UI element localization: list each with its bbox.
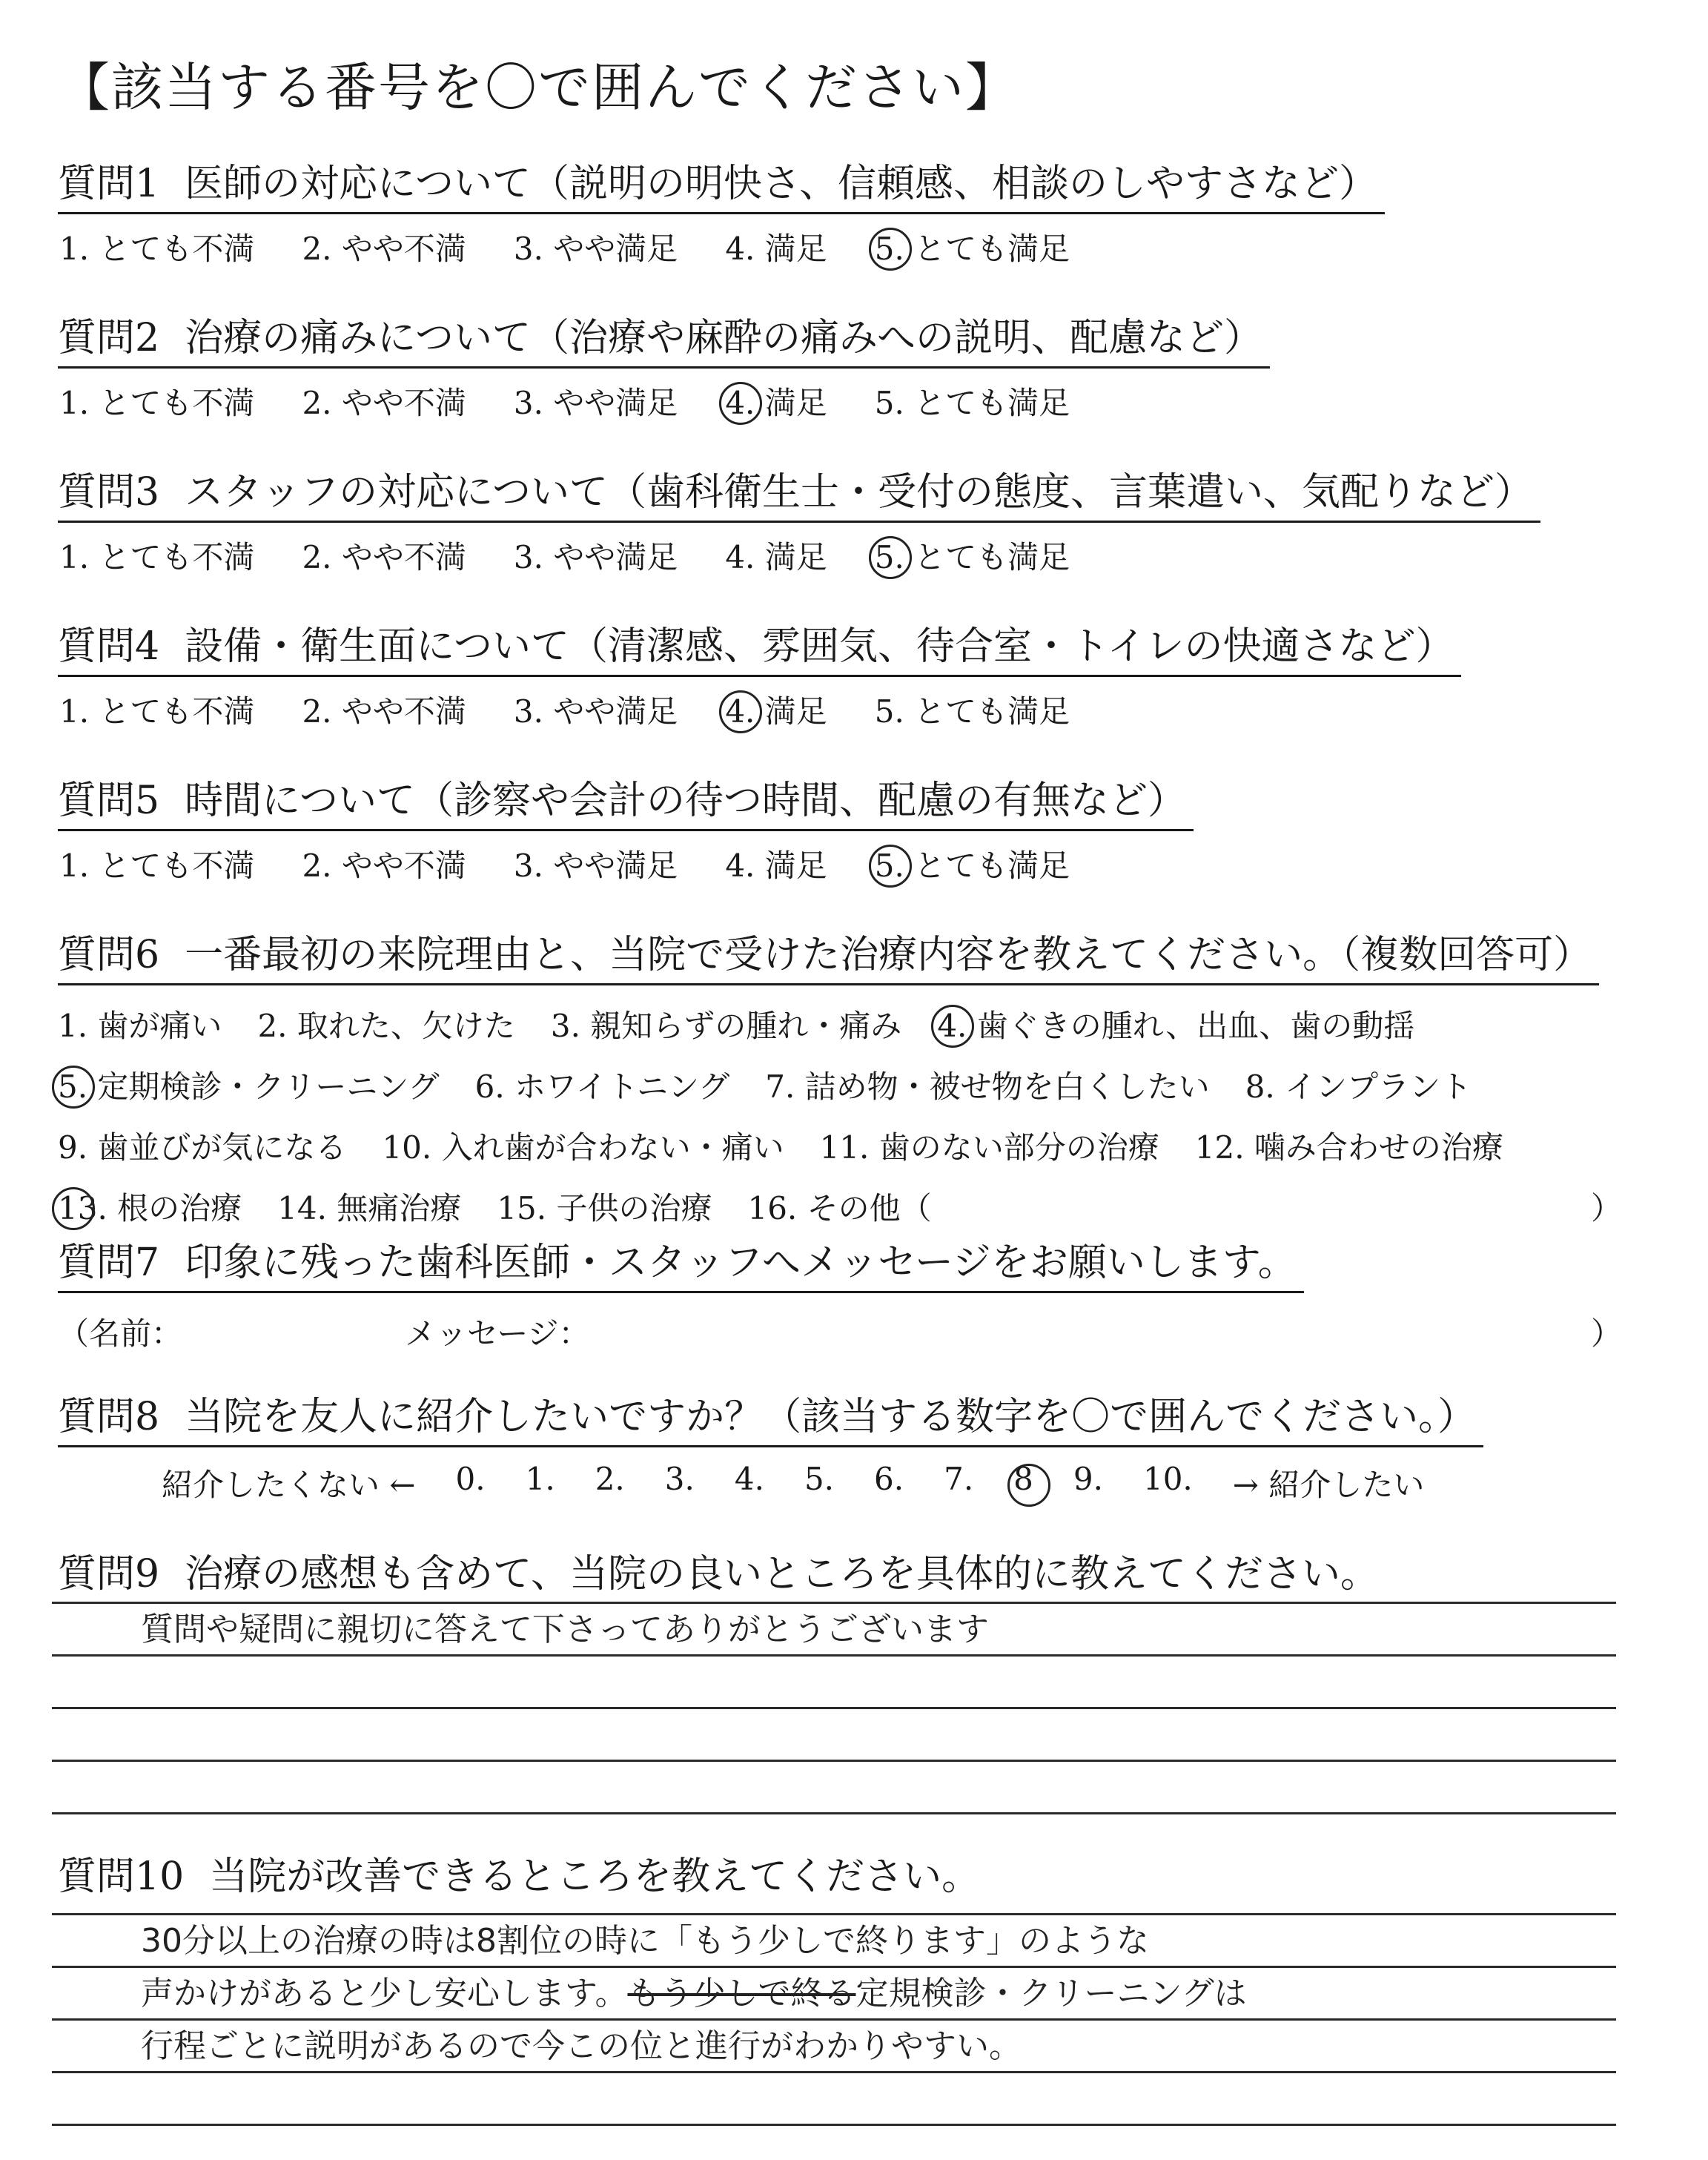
option-5[interactable]: 5. とても満足 xyxy=(874,693,1070,730)
option-2[interactable]: 2. やや不満 xyxy=(302,385,466,421)
option-1[interactable]: 1. とても不満 xyxy=(59,385,255,421)
option-5[interactable]: 5. とても満足 xyxy=(874,385,1070,421)
scale-7[interactable]: 7. xyxy=(944,1461,974,1497)
option-3[interactable]: 3. やや満足 xyxy=(513,231,678,267)
question-text: 一番最初の来院理由と、当院で受けた治療内容を教えてください。（複数回答可） xyxy=(185,933,1592,977)
option-2[interactable]: 2. やや不満 xyxy=(302,693,466,730)
answer-lines-q10[interactable] xyxy=(52,1863,1616,2126)
answer-lines-q9[interactable] xyxy=(52,1551,1616,1814)
question-text: 治療の痛みについて（治療や麻酔の痛みへの説明、配慮など） xyxy=(185,316,1263,360)
option-4[interactable]: 4. 満足 xyxy=(725,539,827,575)
option-4-selected[interactable]: 4. 歯ぐきの腫れ、出血、歯の動揺 xyxy=(937,1002,1414,1046)
answer-line xyxy=(52,2073,1616,2126)
options-row-4 xyxy=(58,1184,1622,1229)
scale-5[interactable]: 5. xyxy=(804,1461,835,1497)
question-1 xyxy=(58,152,1385,269)
option-2[interactable]: 2. 取れた、欠けた xyxy=(257,1008,515,1044)
option-3[interactable]: 3. 親知らずの腫れ・痛み xyxy=(550,1008,902,1044)
struck-text: もう少しで終る xyxy=(627,1975,856,2012)
scale-1[interactable]: 1. xyxy=(525,1461,555,1497)
options xyxy=(58,533,1540,578)
option-14[interactable]: 14. 無痛治療 xyxy=(277,1190,462,1226)
option-4-selected[interactable]: 4. 満足 xyxy=(725,379,827,423)
answer-line xyxy=(52,1551,1616,1604)
answer-line xyxy=(52,1604,1616,1657)
name-label[interactable]: （名前： xyxy=(58,1315,183,1352)
option-5-selected[interactable]: 5. とても満足 xyxy=(875,225,1070,269)
option-5-selected[interactable]: 5. とても満足 xyxy=(875,842,1070,886)
scale-left-label: 紹介したくない ← xyxy=(162,1467,416,1503)
option-5-selected[interactable]: 5. 定期検診・クリーニング xyxy=(58,1063,440,1107)
question-number: 質問5 xyxy=(58,779,160,823)
answer-line xyxy=(52,1657,1616,1709)
answer-line xyxy=(52,1863,1616,1915)
answer-line xyxy=(52,2021,1616,2073)
option-3[interactable]: 3. やや満足 xyxy=(513,693,678,730)
option-1[interactable]: 1. とても不満 xyxy=(59,693,255,730)
option-15[interactable]: 15. 子供の治療 xyxy=(497,1190,712,1226)
option-6[interactable]: 6. ホワイトニング xyxy=(474,1069,730,1105)
answer-line xyxy=(52,1968,1616,2021)
option-16-other[interactable]: 16. その他（ xyxy=(747,1190,932,1226)
option-8[interactable]: 8. インプラント xyxy=(1245,1069,1472,1105)
question-text: 当院が改善できるところを教えてください。 xyxy=(209,1855,981,1899)
question-number: 質問8 xyxy=(58,1395,160,1439)
message-label[interactable]: メッセージ： xyxy=(405,1315,590,1352)
option-3[interactable]: 3. やや満足 xyxy=(513,848,678,884)
scale-6[interactable]: 6. xyxy=(874,1461,904,1497)
handwritten-answer: 行程ごとに説明があるので今この位と進行がわかりやすい。 xyxy=(141,2027,1022,2065)
options xyxy=(58,379,1270,423)
question-number: 質問6 xyxy=(58,933,160,977)
options-row-3 xyxy=(58,1123,1622,1168)
options xyxy=(58,687,1461,732)
option-4[interactable]: 4. 満足 xyxy=(725,848,827,884)
question-2 xyxy=(58,306,1270,423)
question-number: 質問2 xyxy=(58,316,160,360)
question-4 xyxy=(58,615,1461,732)
option-2[interactable]: 2. やや不満 xyxy=(302,848,466,884)
option-1[interactable]: 1. とても不満 xyxy=(59,539,255,575)
scale-9[interactable]: 9. xyxy=(1073,1461,1103,1497)
option-2[interactable]: 2. やや不満 xyxy=(302,539,466,575)
close-paren: ） xyxy=(1590,1190,1622,1226)
handwritten-answer: 声かけがあると少し安心します。もう少しで終る定規検診・クリーニングは xyxy=(141,1975,1247,2012)
option-1[interactable]: 1. とても不満 xyxy=(59,231,255,267)
question-8 xyxy=(58,1385,1483,1505)
question-number: 質問9 xyxy=(58,1552,160,1596)
option-9[interactable]: 9. 歯並びが気になる xyxy=(58,1129,347,1166)
option-2[interactable]: 2. やや不満 xyxy=(302,231,466,267)
question-text: スタッフの対応について（歯科衛生士・受付の態度、言葉遣い、気配りなど） xyxy=(185,470,1534,515)
close-paren: ） xyxy=(1590,1315,1622,1352)
options-row-1 xyxy=(58,1002,1622,1046)
question-text: 印象に残った歯科医師・スタッフへメッセージをお願いします。 xyxy=(185,1241,1297,1285)
option-4[interactable]: 4. 満足 xyxy=(725,231,827,267)
question-3 xyxy=(58,460,1540,578)
option-5-selected[interactable]: 5. とても満足 xyxy=(875,533,1070,578)
scale-right-label: → 紹介したい xyxy=(1232,1467,1425,1503)
options xyxy=(58,842,1194,886)
question-number: 質問7 xyxy=(58,1241,160,1285)
answer-line xyxy=(52,1762,1616,1814)
scale-4[interactable]: 4. xyxy=(734,1461,764,1497)
question-number: 質問3 xyxy=(58,470,160,515)
answer-line xyxy=(52,1709,1616,1762)
option-3[interactable]: 3. やや満足 xyxy=(513,539,678,575)
option-10[interactable]: 10. 入れ歯が合わない・痛い xyxy=(382,1129,784,1166)
scale-8-selected[interactable]: 8 xyxy=(1013,1461,1033,1505)
question-text: 設備・衛生面について（清潔感、雰囲気、待合室・トイレの快適さなど） xyxy=(185,624,1454,669)
question-text: 医師の対応について（説明の明快さ、信頼感、相談のしやすさなど） xyxy=(185,162,1377,206)
option-1[interactable]: 1. とても不満 xyxy=(59,848,255,884)
question-number: 質問10 xyxy=(58,1855,185,1899)
handwritten-answer: 30分以上の治療の時は8割位の時に「もう少しで終ります」のような xyxy=(141,1922,1149,1960)
option-3[interactable]: 3. やや満足 xyxy=(513,385,678,421)
option-4-selected[interactable]: 4. 満足 xyxy=(725,687,827,732)
question-text: 当院を友人に紹介したいですか？（該当する数字を〇で囲んでください。） xyxy=(185,1395,1477,1439)
question-6 xyxy=(58,923,1622,1229)
scale-2[interactable]: 2. xyxy=(595,1461,625,1497)
scale-0[interactable]: 0. xyxy=(455,1461,486,1497)
question-5 xyxy=(58,769,1194,886)
message-row xyxy=(58,1309,1622,1354)
option-13-selected[interactable]: 13. 根の治療 xyxy=(58,1184,242,1229)
answer-line xyxy=(52,1915,1616,1968)
option-11[interactable]: 11. 歯のない部分の治療 xyxy=(819,1129,1159,1166)
recommend-scale xyxy=(162,1461,1483,1505)
page-title: 【該当する番号を〇で囲んでください】 xyxy=(58,57,1019,118)
handwritten-answer: 質問や疑問に親切に答えて下さってありがとうございます xyxy=(141,1611,989,1648)
option-12[interactable]: 12. 噛み合わせの治療 xyxy=(1194,1129,1503,1166)
option-7[interactable]: 7. 詰め物・被せ物を白くしたい xyxy=(765,1069,1210,1105)
option-1[interactable]: 1. 歯が痛い xyxy=(58,1008,222,1044)
question-7 xyxy=(58,1231,1622,1354)
question-text: 時間について（診察や会計の待つ時間、配慮の有無など） xyxy=(185,779,1187,823)
question-text: 治療の感想も含めて、当院の良いところを具体的に教えてください。 xyxy=(185,1552,1380,1596)
question-number: 質問1 xyxy=(58,162,160,206)
question-number: 質問4 xyxy=(58,624,160,669)
options-row-2 xyxy=(58,1063,1622,1107)
scale-10[interactable]: 10. xyxy=(1142,1461,1193,1497)
scale-3[interactable]: 3. xyxy=(664,1461,695,1497)
options xyxy=(58,225,1385,269)
